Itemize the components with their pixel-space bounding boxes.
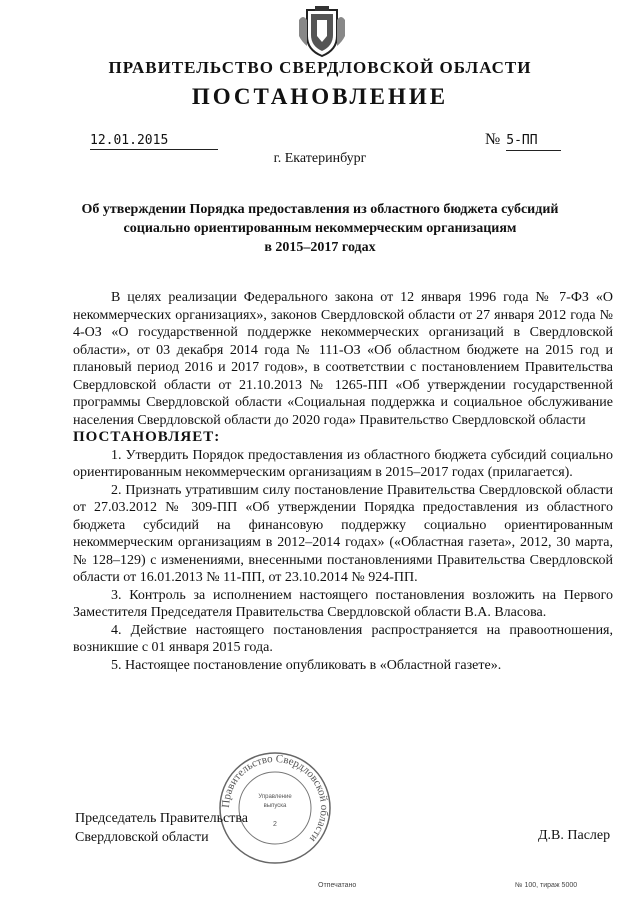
document-title: [70, 200, 570, 257]
official-stamp: [215, 748, 335, 868]
position-line: Свердловской области: [75, 830, 209, 845]
footer-circulation: № 100, тираж 5000: [515, 882, 578, 889]
government-name: ПРАВИТЕЛЬСТВО СВЕРДЛОВСКОЙ ОБЛАСТИ: [108, 58, 532, 77]
document-date: 12.01.2015: [90, 133, 218, 150]
document-type: ПОСТАНОВЛЕНИЕ: [191, 84, 449, 109]
resolve-heading: ПОСТАНОВЛЯЕТ:: [73, 429, 221, 445]
item-paragraph: 2. Признать утратившим силу постановление Правительства Свердловской области от 27.03.2012 № 309-ПП «Об утверждении Порядка предоставления из областного бюджета субсидий на финансовую поддержку социально ориентированным некоммерческим организациям в 2012–2014 годах» («Областная газета», 2012, 30 марта, № 128–129) с изменениями, внесенными постановлениями Правительства Свердловской области от 16.01.2013 № 11-ПП, от 23.10.2014 № 924-ПП.: [73, 482, 613, 585]
city: г. Екатеринбург: [273, 151, 367, 166]
title-line: социально ориентированным некоммерческим организациям: [123, 221, 517, 236]
item-paragraph: 5. Настоящее постановление опубликовать в «Областной газете».: [111, 657, 502, 673]
footer-printed: Отпечатано: [318, 882, 357, 889]
stamp-number: 2: [273, 821, 277, 828]
number-value: 5-ПП: [506, 132, 561, 151]
title-line: в 2015–2017 годах: [264, 240, 376, 255]
stamp-inner-line: выпуска: [263, 803, 287, 809]
signatory-position: [75, 809, 248, 847]
document-number: [485, 131, 561, 151]
stamp-ring-text: Правительство Свердловской области: [219, 752, 331, 845]
item-paragraph: 3. Контроль за исполнением настоящего постановления возложить на Первого Заместителя Председателя Правительства Свердловской области В.А. Власова.: [73, 587, 613, 620]
title-line: Об утверждении Порядка предоставления из областного бюджета субсидий: [81, 202, 559, 217]
position-line: Председатель Правительства: [75, 811, 248, 826]
document-body: [73, 289, 613, 674]
intro-paragraph: В целях реализации Федерального закона от 12 января 1996 года № 7-ФЗ «О некоммерческих организациях», законов Свердловской области от 27 января 2012 года № 4-ОЗ «О государственной поддержке некоммерческих организаций в Свердловской области», от 03 декабря 2014 года № 111-ОЗ «Об областном бюджете на 2015 год и плановый период 2016 и 2017 годов», в соответствии с постановлением Правительства Свердловской области от 21.10.2013 № 1265-ПП «Об утверждении государственной программы Свердловской области «Социальная поддержка и социальное обслуживание населения Свердловской области до 2020 года» Правительство Свердловской области: [73, 290, 613, 428]
stamp-inner-line: Управление: [258, 794, 292, 800]
signatory-name: Д.В. Паслер: [538, 828, 611, 843]
item-paragraph: 4. Действие настоящего постановления распространяется на правоотношения, возникшие с 01 января 2015 года.: [73, 622, 613, 655]
item-paragraph: 1. Утвердить Порядок предоставления из областного бюджета субсидий социально ориентированным некоммерческим организациям в 2015–2017 годах (прилагается).: [73, 447, 613, 480]
coat-of-arms-icon: [297, 6, 347, 58]
number-label: №: [485, 131, 501, 148]
